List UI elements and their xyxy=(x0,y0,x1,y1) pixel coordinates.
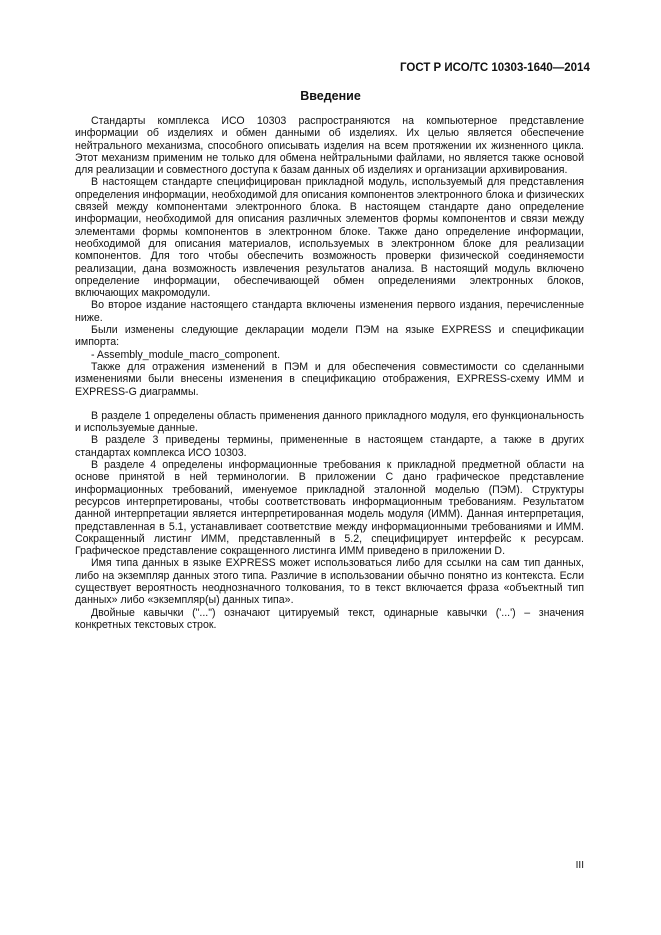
section-title: Введение xyxy=(300,89,361,103)
paragraph-mapping-changes: Также для отражения изменений в ПЭМ и для обеспечения совместимости со сделанными изменениями были внесены изменения в спецификацию отображения, EXPRESS-схему ИММ и EXPRESS-G диаграммы. xyxy=(75,360,584,398)
paragraph-scope: В настоящем стандарте специфицирован прикладной модуль, используемый для представления определения информации, необходимой для описания компонентов электронного блока и физических связей между компонентами электронного блока. В настоящем стандарте дано определение информации, необходимой для описания различных элементов формы компонентов и связи между элементами формы компонентов в электронном блоке. Также дано определение информации, необходимой для описания материалов, используемых в электронном блоке для реализации компонентов. Для того чтобы обеспечить возможность проверки физической соединяемости реализации, дана возможность извлечения результатов анализа. В настоящий модуль включено определение информации, обеспечивающей обмен определениями электронных блоков, включающих макромодули. xyxy=(75,176,584,300)
paragraph-section-1: В разделе 1 определены область применения данного прикладного модуля, его функциональность и используемые данные. xyxy=(75,409,584,435)
paragraph-changed-declarations: Были изменены следующие декларации модели ПЭМ на языке EXPRESS и спецификации импорта: xyxy=(75,324,584,349)
document-body xyxy=(75,115,584,631)
paragraph-section-3: В разделе 3 приведены термины, примененные в настоящем стандарте, а также в других стандартах комплекса ИСО 10303. xyxy=(75,434,584,459)
paragraph-intro: Стандарты комплекса ИСО 10303 распространяются на компьютерное представление информации об изделиях и обмен данными об изделиях. Их целью является обеспечение нейтрального механизма, способного описывать изделия на всем протяжении их жизненного цикла. Этот механизм применим не только для обмена нейтральными файлами, но является также основой для реализации и совместного доступа к базам данных об изделиях и организации архивирования. xyxy=(75,115,584,177)
paragraph-second-edition: Во второе издание настоящего стандарта включены изменения первого издания, перечисленные ниже. xyxy=(75,299,584,324)
paragraph-quotes: Двойные кавычки ("...") означают цитируемый текст, одинарные кавычки ('...') – значения конкретных текстовых строк. xyxy=(75,606,584,631)
list-item-declaration: - Assembly_module_macro_component. xyxy=(91,348,281,361)
paragraph-gap xyxy=(75,398,584,410)
paragraph-express-types: Имя типа данных в языке EXPRESS может использоваться либо для ссылки на сам тип данных, либо на экземпляр данных этого типа. Различие в использовании обычно понятно из контекста. Если существует вероятность неоднозначного толкования, то в текст включается фраза «объектный тип данных» либо «экземпляр(ы) данных типа». xyxy=(75,557,584,607)
page-number: III xyxy=(575,860,584,871)
paragraph-section-4: В разделе 4 определены информационные требования к прикладной предметной области на основе принятой в ней терминологии. В приложении С дано графическое представление информационных требований, именуемое прикладной эталонной моделью (ПЭМ). Структуры ресурсов интерпретированы, чтобы соответствовать информационным требованиям. Результатом данной интерпретации является интерпретированная модель модуля (ИММ). Данная интерпретация, представленная в 5.1, устанавливает соответствие между информационными требованиями и ИММ. Сокращенный листинг ИММ, представленный в 5.2, специфицирует интерфейс к ресурсам. Графическое представление сокращенного листинга ИММ приведено в приложении D. xyxy=(75,459,584,558)
standard-header: ГОСТ Р ИСО/ТС 10303-1640—2014 xyxy=(400,62,590,74)
